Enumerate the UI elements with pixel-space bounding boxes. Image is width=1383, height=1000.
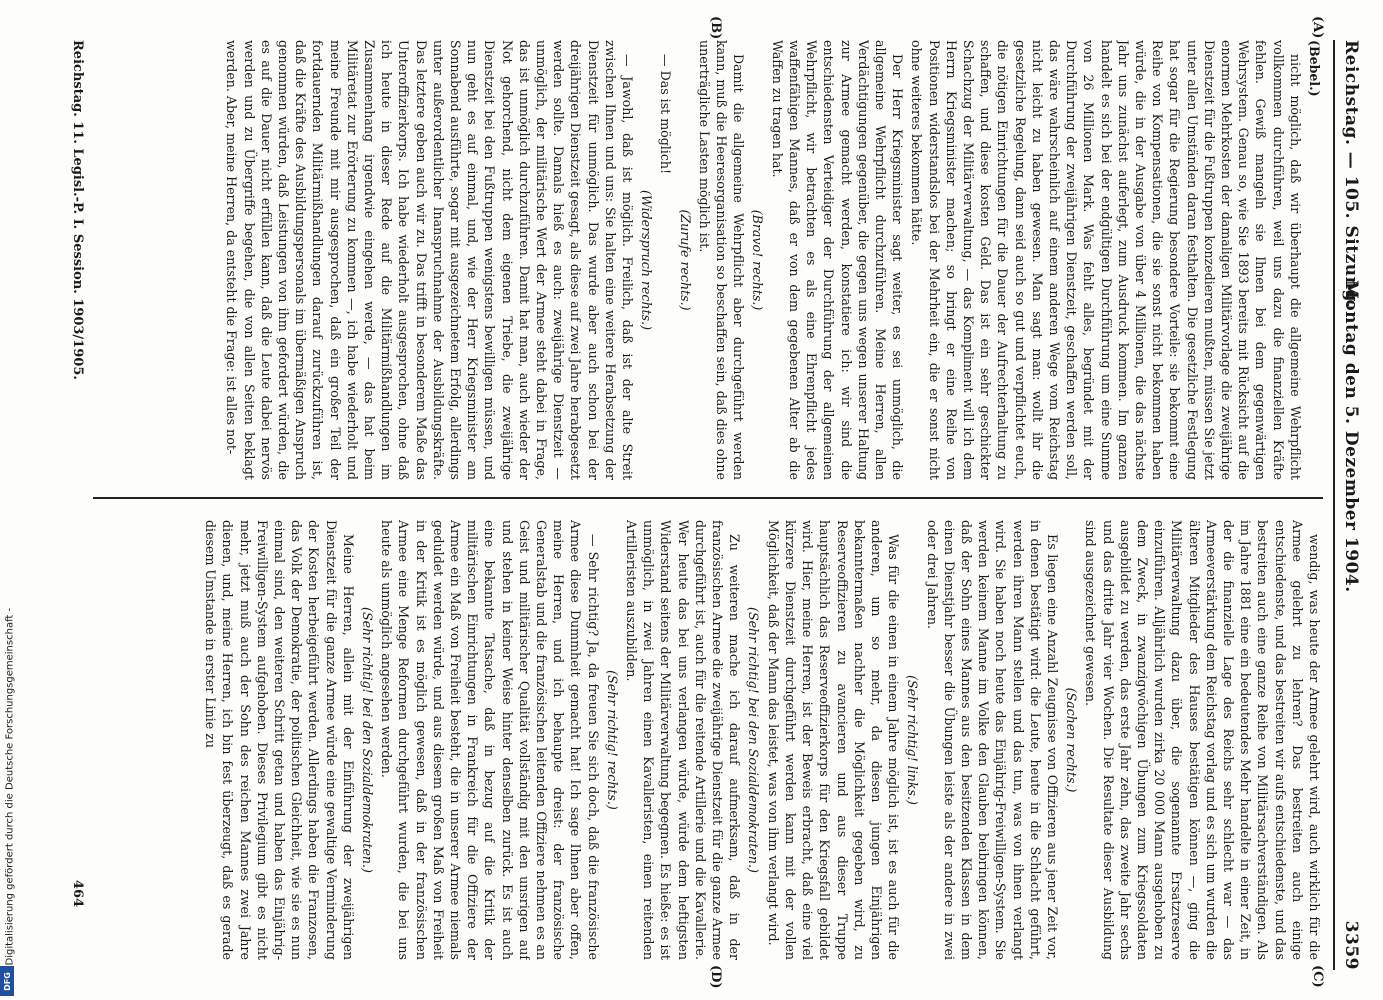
interjection: (Zurufe rechts.): [677, 209, 693, 311]
paragraph: — Jawohl, daß ist möglich. Freilich, daß ist der alte Streit zwischen Ihnen und uns: Sie halten eine weitere Herabsetzung der Dienstzeit für unmöglich. Das wurde aber auch schon bei der dreijährigen Dienstzeit gesagt, als diese auf zwei Jahre herabgesetzt werden sollte. Damals hieß es auch: zweijährige Dienstzeit — unmöglich, der militärische Wert der Armee steht dabei in Frage, das ist unmöglich durchzuführen. Damit hat man, auch wieder der Not gehorchend, nicht dem eigenen Triebe, die zweijährige Dienstzeit bei den Fußtruppen wenigstens bewilligen müssen, und nun geht es auf einmal, und, wie der Herr Kriegsminister am Sonnabend ausführte, sogar mit ausgezeichnetem Erfolg, allerdings unter außerordentlicher Inanspruchnahme der Ausbildungskräfte. Das letztere geben auch wir zu. Das trifft in besonderem Maße das Unteroffizierkorps. Ich habe wiederholt ausgesprochen, ohne daß ich heute in dieser Rede auf die Militärmißhandlungen im Zusammenhang irgendwie eingehen werde, — das hat beim Militäretat zur Erörterung zu kommen —, ich habe wiederholt und meine Freunde mit mir ausgesprochen, daß ein großer Teil der fortdauernden Militärmißhandlungen darauf zurückzuführen ist, daß die Kräfte des Ausbildungspersonals im übermäßigen Anspruch genommen würden, daß Leistungen von ihm gefordert würden, die es auf die Dauer nicht erfüllen kann, daß die Leute dabei nervös werden und zu Übergriffe begehen, die von allen Seiten beklagt werden. Aber, meine Herren, da entsteht die Frage: ist alles not-: [224, 40, 636, 480]
interjection: (Sachen rechts.): [1064, 687, 1080, 793]
header-session: Reichstag. — 105. Sitzung.: [1341, 40, 1361, 309]
paragraph: — Sehr richtig? Ja, da freuen Sie sich doch, daß die französische Armee diese Dummheit gemacht hat! Ich sage Ihnen aber offen, meine Herren, und ich behaupte dreist: der französische Generalstab und die französischen leitenden Offiziere nehmen es an Geist und militärischer Qualität vollständig mit den unsrigen auf und stehen in keiner Weise hinter denselben zurück. Es ist auch eine bekannte Tatsache, daß in bezug auf die Kritik der militärischen Einrichtungen in Frankreich für die Offiziere der Armee ein Maß von Freiheit besteht, die in unserer Armee niemals geduldet werden würde, und aus diesem großen Maß von Freiheit in der Kritik ist es möglich gewesen, daß in der französischen Armee eine Menge Reformen durchgeführt wurden, die bei uns heute als unmöglich angesehen werden.: [379, 520, 601, 960]
interjection: (Sehr richtig! bei den Sozialdemokraten.): [360, 607, 376, 873]
credit-text: Digitalisierung gefördert durch die Deutsche Forschungsgemeinschaft -: [4, 607, 16, 966]
interjection: (Sehr richtig! bei den Sozialdemokraten.): [746, 607, 762, 873]
header-page-number: 3359: [1341, 920, 1361, 970]
interjection: (Widerspruch rechts.): [639, 189, 655, 331]
paragraph: Damit die allgemeine Wehrpflicht aber durchgeführt werden kann, muß die Heeresorganisation so beschaffen sein, daß dies ohne unerträgliche Lasten möglich ist.: [696, 40, 747, 480]
speaker-name: (Bebel.): [1307, 40, 1322, 97]
paragraph: Was für die einen in einem Jahre möglich ist, ist es auch für die anderen, um so mehr, da diesen jungen Einjährigen bekanntermaßen nachher die Möglichkeit gegeben wird, zu Reserveoffizieren zu avancieren und aus dieser Truppe hauptsächlich das Reserveoffizierkorps für den Kriegsfall gebildet wird. Hier, meine Herren, ist der Beweis erbracht, daß eine viel kürzere Dienstzeit durchgeführt werden kann mit der vollen Möglichkeit, daß der Mann das leistet, was von ihm verlangt wird.: [765, 520, 902, 960]
page-header: [1333, 40, 1365, 970]
margin-marker-d: (D): [708, 965, 723, 989]
digitization-credit: [0, 0, 14, 1000]
interjection: (Bravo! rechts.): [750, 209, 766, 311]
footer-legislature: Reichstag. 11. Legisl.-P. I. Session. 1903/1905.: [70, 40, 85, 380]
interjection: (Sehr richtig! rechts.): [604, 670, 620, 810]
header-date: Montag den 5. Dezember 1904.: [1341, 280, 1361, 593]
paragraph: Meine Herren, allein mit der Einführung der zweijährigen Dienstzeit für die ganze Armee würde eine gewaltige Verminderung der Kosten herbeigeführt werden. Allerdings haben die Franzosen, das Volk der Demokratie, der politischen Gleichheit, wie sie es nun einmal sind, den weiteren Schritt getan und haben das Einjährig-Freiwilligen-System aufgehoben. Dieses Privilegium gibt es nicht mehr, jetzt muß auch der Sohn des reichen Mannes zwei Jahre dienen, und, meine Herren, ich bin fest überzeugt, daß es gerade diesem Umstande in erster Linie zu: [203, 520, 356, 960]
paragraph: wendig, was heute der Armee gelehrt wird, auch wirklich für die Armee gelehrt zu lehren? Das bestreiten auch einige entschiedenste, und das bestreiten wir aufs entschiedenste, und das bestreiten auch eine ganze Reihe von Militärsachverständigen. Als im Jahre 1881 eine ein bedeutendes Mehr handelte in einer Zeit, in der die finanzielle Lage des Reichs sehr schlecht war — das Armeeverstärkung dem Reichstag vorlag und es sich um wurden die älteren Mitglieder des Hauses bestätigen können —, ging die Militärverwaltung dazu über, die sogenannte Ersatzreserve einzuführen. Alljährlich wurden zirka 20 000 Mann ausgehoben zu dem Zweck, in zwanzigwöchigen Übungen zum Kriegssoldaten ausgebildet zu werden, das erste Jahr zehn, das zweite Jahr sechs und das dritte Jahr vier Wochen. Die Resultate dieser Ausbildung sind ausgezeichnet gewesen.: [1083, 520, 1322, 960]
paragraph: nicht möglich, daß wir überhaupt die allgemeine Wehrpflicht vollkommen durchführen, weil uns dazu die finanziellen Kräfte fehlen. Gewiß mangeln sie Ihnen bei dem gegenwärtigen Wehrsystem. Genau so, wie Sie 1893 bereits mit Rücksicht auf die enormen Mehrkosten der damaligen Militärvorlage die zweijährige Dienstzeit für die Fußtruppen konzedieren mußten, müssen Sie jetzt unter allen Umständen daran festhalten. Die gesetzliche Festlegung hat sogar für die Regierung besondere Vorteile: sie bekommt eine Reihe von Kompensationen, die sie sonst nicht bekommen haben würde, die in der Ausgabe von über 4 Millionen, die das nächste Jahr uns zunächst auferlegt, zum Ausdruck kommen. Im ganzen handelt es sich bei der endgültigen Durchführung um eine Summe von 26 Millionen Mark. Was fehlt alles, begründet mit der Durchführung der zweijährigen Dienstzeit, geschaffen werden soll, das wäre wahrscheinlich auf einem anderen Wege vom Reichstag nicht leicht zu haben gewesen. Man sagt man: wollt ihr die gesetzliche Regelung, dann seid auch so gut und verpflichtet euch, die nötigen Einrichtungen für die Dauer der Aufrechterhaltung zu schaffen, und diese kosten Geld. Das ist ein sehr geschickter Schachzug der Militärverwaltung, — das Kompliment will ich dem Herrn Kriegsminister machen; so bringt er eine Reihe von Positionen widerstandslos bei der Mehrheit ein, die er sonst nicht ohne weiteres bekommen hätte.: [909, 40, 1303, 480]
margin-marker-c: (C): [1310, 965, 1325, 988]
paragraph: Es liegen eine Anzahl Zeugnisse von Offizieren aus jener Zeit vor, in denen bestätigt wird: die Leute, heute in die Schlacht geführt, werden ihren Mann stellen und das tun, was von ihnen verlangt wird. Sie haben noch heute das Einjährig-Freiwilligen-System. Sie werden keinem Manne im Volke den Glauben beibringen können, daß der Sohn eines Mannes aus den besitzenden Klassen in dem einen Dienstjahr besser die Übungen leiste als der andere in zwei oder drei Jahren.: [924, 520, 1060, 960]
paragraph: Zu weiteren mache ich darauf aufmerksam, daß in der französischen Armee die zweijährige Dienstzeit für die ganze Armee durchgeführt ist, auch für die reitende Artillerie und die Kavallerie. Wer heute das bei uns verlangen würde, würde dem heftigsten Widerstand seitens der Militärverwaltung begegnen. Es hieße: es ist unmöglich, in zwei Jahren einen Kavalleristen, einen reitenden Artilleristen auszubilden.: [624, 520, 743, 960]
margin-marker-a: (A): [1310, 16, 1325, 39]
dfg-logo-text: DFG: [2, 971, 12, 991]
paragraph: — Das ist möglich!: [658, 54, 674, 175]
column-divider: [93, 497, 1323, 499]
right-column: [93, 520, 1323, 960]
paragraph: Der Herr Kriegsminister sagt weiter, es sei unmöglich, die allgemeine Wehrpflicht durchzuführen. Meine Herren, allen Verdächtigungen gegenüber, die gegen uns wegen unserer Haltung zur Armee gemacht werden, konstatiere ich: wir sind die entschiedensten Verteidiger der Durchführung der allgemeinen Wehrpflicht, wir betrachten es als eine Ehrenpflicht jedes waffenfähigen Mannes, daß er von dem gegebenen Alter ab die Waffen zu tragen hat.: [769, 40, 906, 480]
dfg-logo: [0, 966, 14, 996]
interjection: (Sehr richtig! links.): [905, 675, 921, 805]
footer-signature-number: 464: [70, 880, 85, 908]
left-column: [93, 40, 1323, 480]
margin-marker-b: (B): [708, 16, 723, 40]
